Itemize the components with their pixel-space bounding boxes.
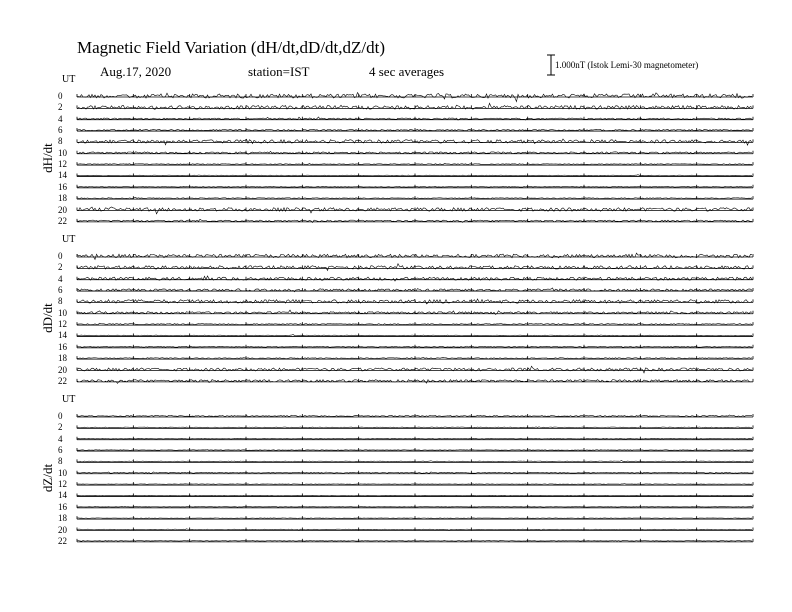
averaging-label: 4 sec averages: [369, 64, 445, 79]
panel-1-trace-row-16: [77, 187, 752, 188]
panel-2-hour-label: 6: [58, 285, 63, 296]
scale-bar-label: 1.000nT (Istok Lemi-30 magnetometer): [555, 60, 699, 70]
panel-3-hour-label: 4: [58, 433, 63, 444]
panel-1-ut-label: UT: [62, 74, 76, 85]
panel-2-hour-label: 14: [58, 330, 67, 341]
panel-3-trace-row-12: [77, 484, 752, 485]
panel-3-hour-label: 2: [58, 422, 63, 433]
panel-1-trace-row-14: [77, 175, 752, 176]
station-label: station=IST: [248, 64, 310, 79]
panel-3-hour-label: 14: [58, 490, 67, 501]
panel-2-hour-label: 20: [58, 364, 67, 375]
panel-1-hour-label: 10: [58, 147, 67, 158]
panel-2-hour-label: 2: [58, 262, 63, 273]
panel-3-trace-row-8: [77, 460, 752, 461]
panel-1-hour-label: 12: [58, 159, 67, 170]
panel-1-trace-row-18: [77, 197, 752, 198]
panel-1-trace-row-12: [77, 163, 752, 164]
panel-1-hour-label: 2: [58, 102, 63, 113]
panel-2-axis-label: dD/dt: [40, 303, 55, 333]
panel-2-hour-label: 22: [58, 375, 67, 386]
date-label: Aug.17, 2020: [100, 64, 172, 79]
panel-1-hour-label: 6: [58, 125, 63, 136]
panel-1-hour-label: 0: [58, 91, 63, 101]
panel-3-hour-label: 18: [58, 513, 67, 524]
panel-3-hour-label: 0: [58, 411, 63, 421]
panel-3-trace-row-4: [77, 438, 752, 439]
panel-3-hour-label: 10: [58, 467, 67, 478]
panel-3-hour-label: 6: [58, 445, 63, 456]
panel-2-ut-label: UT: [62, 234, 76, 245]
panel-2-hour-label: 4: [58, 273, 63, 284]
panel-1-axis-label: dH/dt: [40, 143, 55, 173]
panel-2-hour-label: 18: [58, 353, 67, 364]
panel-3-trace-row-22: [77, 540, 752, 541]
panel-2-trace-row-14: [77, 335, 752, 336]
panel-2-trace-row-4: [77, 276, 752, 281]
panel-3-trace-row-18: [77, 518, 752, 519]
panel-1-hour-label: 16: [58, 181, 67, 192]
panel-2-hour-label: 8: [58, 296, 63, 307]
panel-2-trace-row-0: [77, 253, 752, 259]
panel-3-hour-label: 12: [58, 479, 67, 490]
panel-1-hour-label: 22: [58, 215, 67, 226]
panel-1-hour-label: 14: [58, 170, 67, 181]
panel-2-trace-row-20: [77, 366, 752, 373]
panel-3-ut-label: UT: [62, 394, 76, 405]
panel-1-hour-label: 20: [58, 204, 67, 215]
panel-2-trace-row-12: [77, 323, 752, 325]
panel-3-trace-row-2: [77, 427, 752, 428]
panel-2-trace-row-2: [77, 264, 752, 271]
panel-1-hour-label: 18: [58, 193, 67, 204]
panel-3-hour-label: 22: [58, 535, 67, 546]
chart-title: Magnetic Field Variation (dH/dt,dD/dt,dZ/dt): [77, 38, 386, 57]
panel-2-hour-label: 12: [58, 319, 67, 330]
panel-2-trace-row-8: [77, 299, 752, 304]
panel-3-axis-label: dZ/dt: [40, 463, 55, 493]
panel-1-hour-label: 4: [58, 113, 63, 124]
panel-3-trace-row-10: [77, 472, 752, 473]
panel-2-hour-label: 16: [58, 341, 67, 352]
panel-3-hour-label: 8: [58, 456, 63, 467]
panel-3-hour-label: 16: [58, 501, 67, 512]
panel-2-trace-row-16: [77, 346, 752, 347]
panel-2-hour-label: 0: [58, 251, 63, 261]
panel-2-hour-label: 10: [58, 307, 67, 318]
panel-3-trace-row-16: [77, 506, 752, 507]
panel-1-hour-label: 8: [58, 136, 63, 147]
panel-3-trace-row-6: [77, 450, 752, 451]
panel-3-hour-label: 20: [58, 524, 67, 535]
panel-3-trace-row-0: [77, 415, 752, 417]
panel-3-trace-row-20: [77, 529, 752, 530]
